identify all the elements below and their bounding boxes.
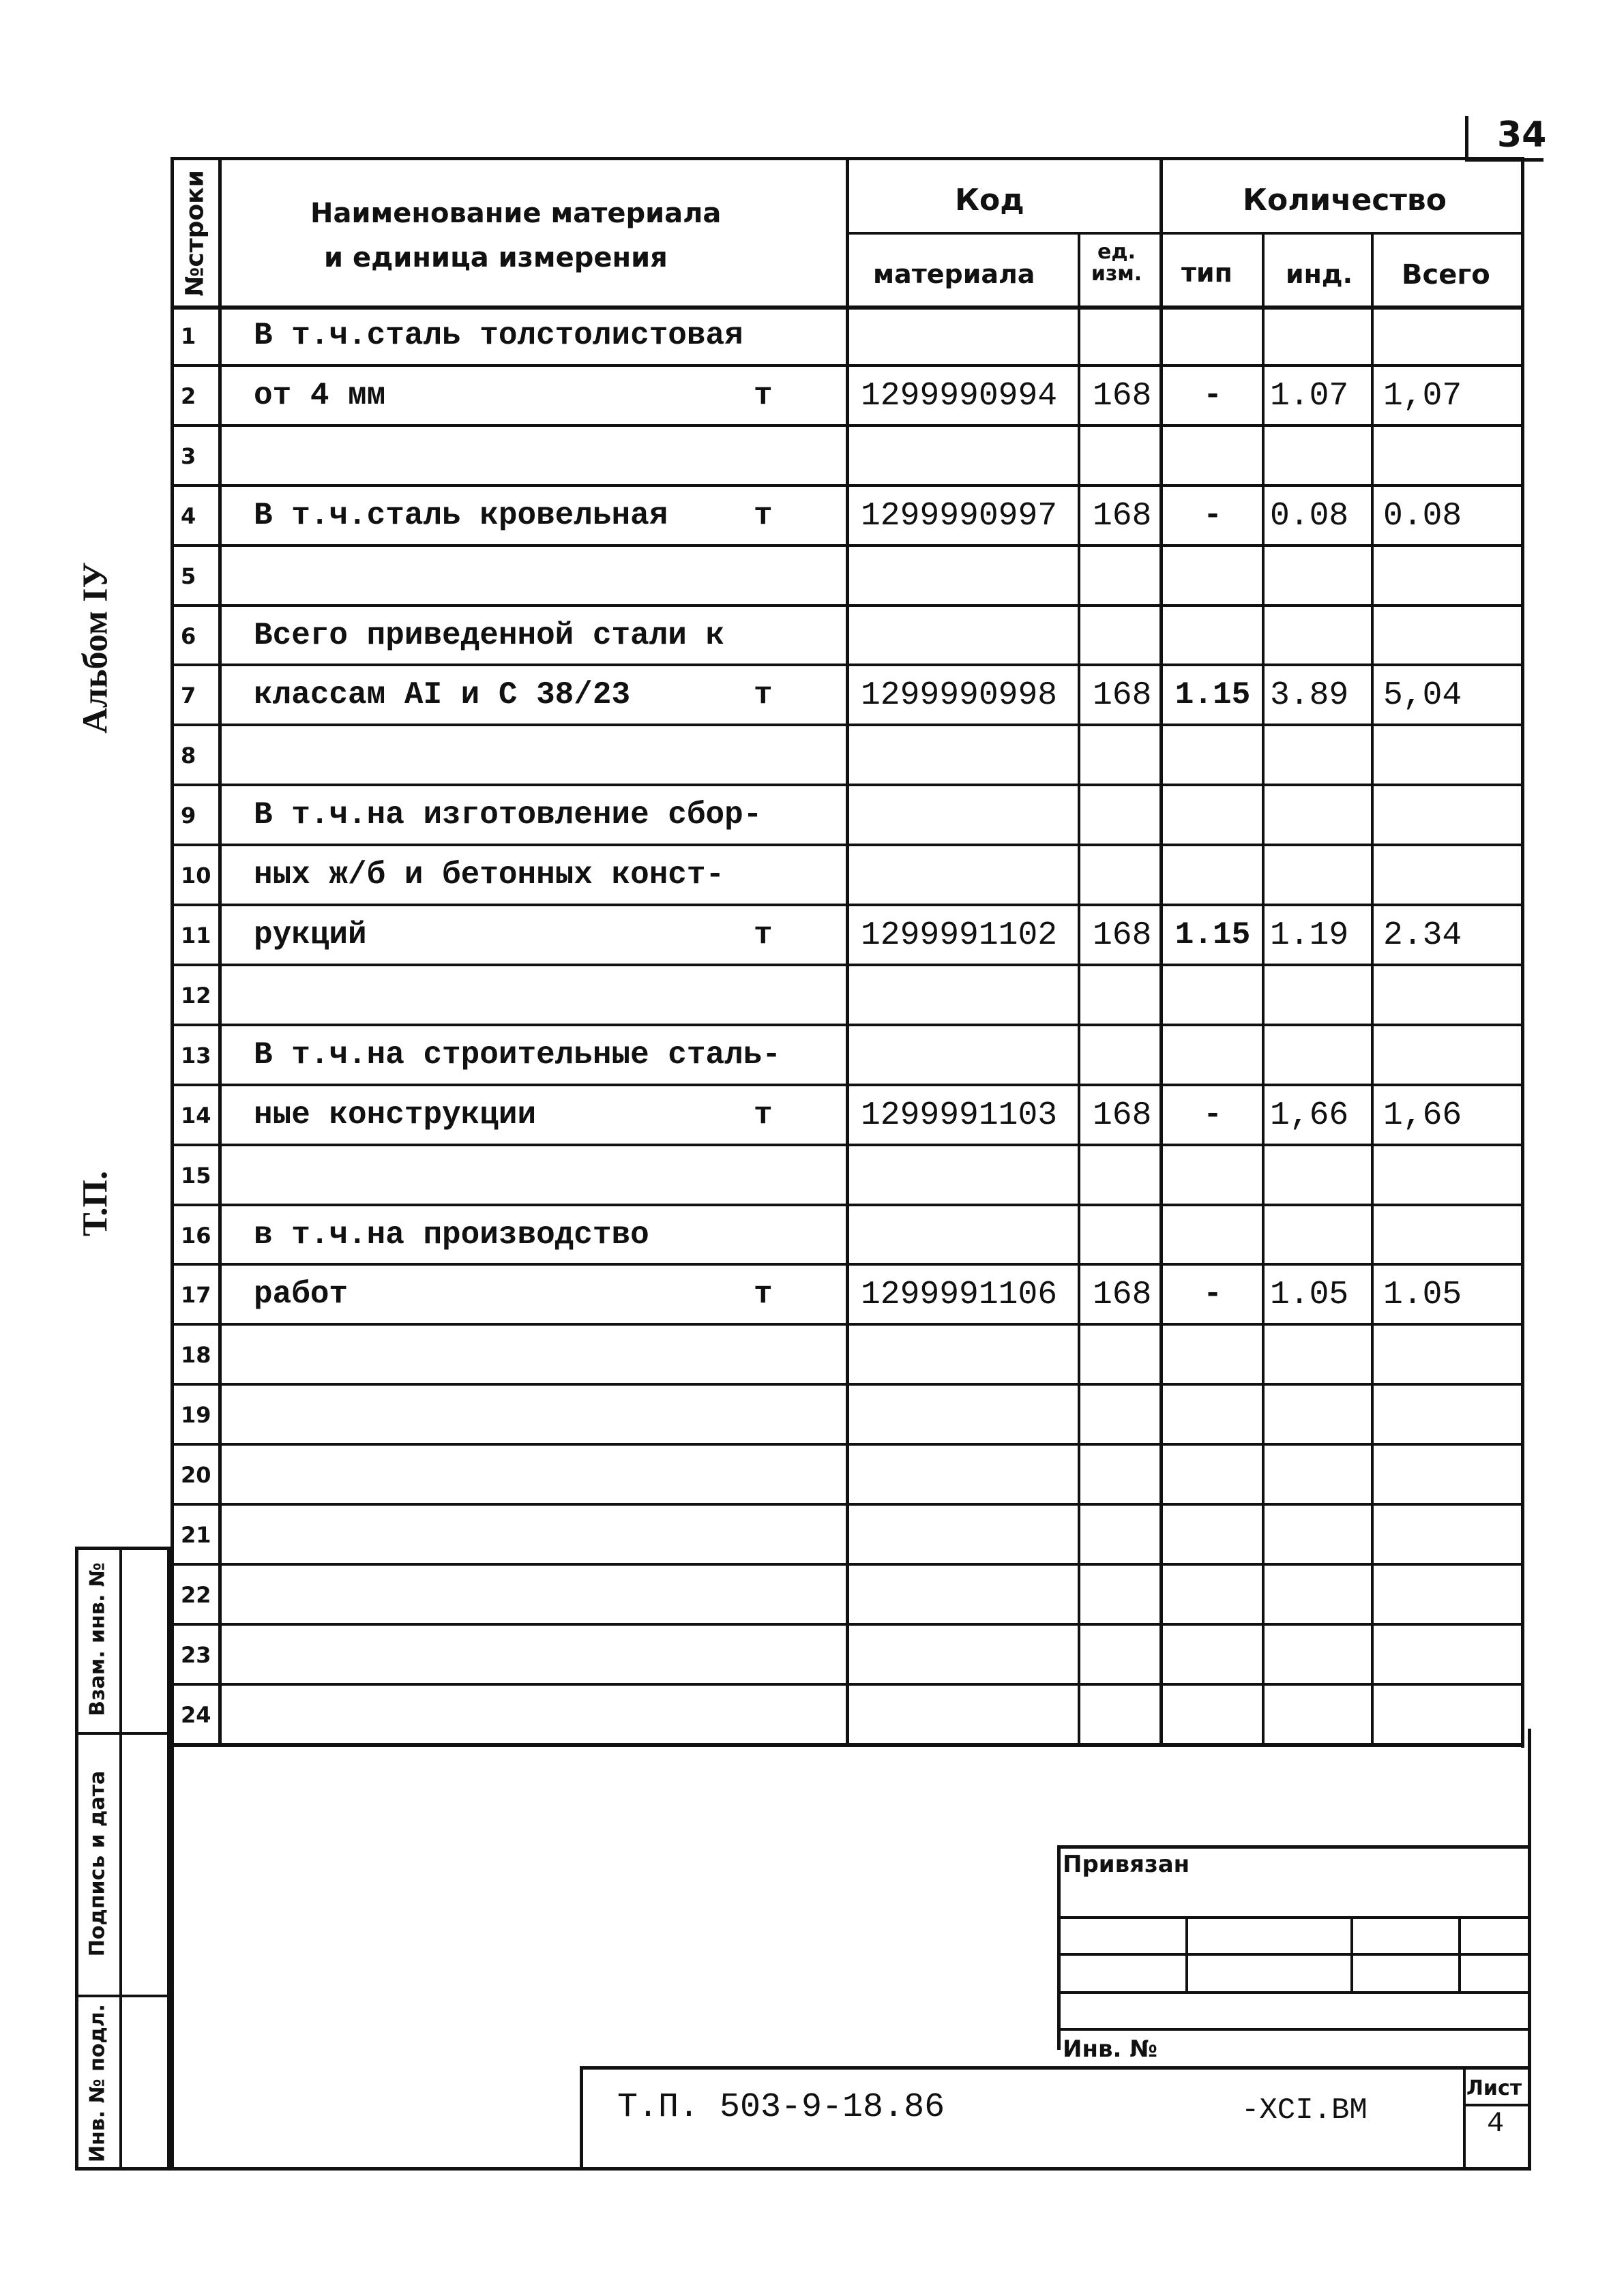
header-code-material: материала [873,259,1035,289]
material-code: 1299990998 [861,677,1058,714]
row-divider [171,1563,1521,1566]
unit-code: 168 [1093,677,1152,714]
row-divider [171,964,1521,966]
row-divider [171,1743,1521,1747]
quantity-type: - [1203,378,1222,413]
row-divider [171,1503,1521,1506]
material-code: 1299991102 [861,917,1058,954]
inv-no-label: Инв. № [1063,2036,1158,2063]
row-number: 13 [181,1043,211,1069]
col-divider-code-qty [1159,157,1163,1744]
quantity-ind: 1.05 [1270,1277,1349,1313]
col-divider-type-ind [1262,232,1265,1744]
row-divider [171,424,1521,427]
header-code-unit: ед. изм. [1091,240,1142,286]
row-divider [171,484,1521,487]
col-divider-rowno [218,157,222,1744]
row-divider [171,1024,1521,1026]
stamp-label-inv-podl: Инв. № подл. [85,2003,110,2163]
row-number: 8 [181,743,196,769]
row-number: 17 [181,1282,211,1308]
material-name: рукций [254,917,367,953]
header-code: Код [955,183,1024,218]
stamp-divider-vertical [119,1547,122,2171]
sheet-box-left [1463,2066,1466,2171]
document-code: Т.П. 503-9-18.86 [617,2088,945,2127]
row-number: 20 [181,1462,211,1488]
row-divider [171,844,1521,846]
quantity-ind: 1.07 [1270,378,1349,415]
row-number: 7 [181,683,196,709]
row-number: 14 [181,1103,211,1129]
privyazan-line-1 [1057,1916,1528,1919]
header-row-number: №строки [181,170,209,297]
row-number: 5 [181,563,196,589]
header-name-line2: и единица измерения [324,242,668,273]
unit-of-measure: т [754,498,773,533]
page-number-divider [1465,116,1468,158]
header-qty-ind: инд. [1286,259,1353,289]
row-number: 15 [181,1163,211,1189]
row-divider [171,1323,1521,1326]
row-divider [171,1204,1521,1206]
titleblock-frame-bottom [171,2167,1531,2171]
material-name: В т.ч.сталь кровельная [254,498,668,533]
row-number: 9 [181,803,196,829]
privyazan-top [1057,1845,1528,1849]
row-number: 19 [181,1402,211,1428]
page-number: 34 [1497,115,1547,155]
header-qty-total: Всего [1402,259,1490,290]
row-divider [171,544,1521,547]
privyazan-vline-1 [1185,1916,1188,1991]
quantity-total: 2.34 [1383,917,1462,954]
privyazan-left [1057,1845,1061,2050]
row-divider [171,904,1521,906]
stamp-divider-1 [75,1732,171,1735]
material-code: 1299991106 [861,1277,1058,1313]
row-number: 21 [181,1522,211,1548]
quantity-type: - [1203,498,1222,533]
row-divider [171,1144,1521,1146]
row-number: 11 [181,923,211,949]
document-suffix: -ХСI.ВМ [1241,2093,1368,2128]
material-name: Всего приведенной стали к [254,618,725,653]
material-code: 1299990994 [861,378,1058,415]
unit-code: 168 [1093,378,1152,415]
material-name: от 4 мм [254,378,386,413]
row-divider [171,1383,1521,1386]
material-name: ных ж/б и бетонных конст- [254,857,725,893]
header-qty-type: тип [1181,258,1232,288]
quantity-total: 0.08 [1383,498,1462,535]
quantity-total: 1.05 [1383,1277,1462,1313]
quantity-type: - [1203,1277,1222,1312]
row-number: 3 [181,443,196,469]
unit-code: 168 [1093,917,1152,954]
row-divider [171,1084,1521,1086]
row-divider [171,1263,1521,1266]
row-number: 16 [181,1223,211,1249]
unit-of-measure: т [754,677,773,713]
tp-label: Т.П. [76,1171,115,1236]
privyazan-line-3 [1057,1991,1528,1994]
material-name: В т.ч.на изготовление сбор- [254,797,763,833]
row-divider [171,1623,1521,1626]
row-divider [171,364,1521,367]
sheet-number: 4 [1487,2107,1505,2140]
material-name: В т.ч.на строительные сталь- [254,1037,781,1073]
row-divider [171,784,1521,786]
row-number: 1 [181,323,196,349]
privyazan-label: Привязан [1063,1851,1190,1878]
privyazan-line-4 [1057,2028,1528,2031]
material-name: классам АI и С 38/23 [254,677,631,713]
material-name: в т.ч.на производство [254,1217,649,1253]
stamp-label-podpis-data: Подпись и дата [85,1770,110,1957]
col-divider-name [846,157,849,1744]
unit-of-measure: т [754,917,773,953]
unit-code: 168 [1093,498,1152,535]
row-number: 18 [181,1342,211,1368]
row-number: 24 [181,1702,211,1728]
sheet-label: Лист [1466,2076,1522,2100]
quantity-type: - [1203,1097,1222,1133]
material-name: В т.ч.сталь толстолистовая [254,318,743,353]
quantity-type: 1.15 [1174,917,1251,953]
stamp-label-vzam-inv: Взам. инв. № [85,1562,110,1716]
privyazan-vline-3 [1458,1916,1461,1991]
sheet-box-mid [1463,2104,1531,2106]
stamp-frame-left [580,2066,583,2171]
header-name-line1: Наименование материала [310,198,722,229]
row-number: 2 [181,383,196,409]
row-number: 23 [181,1642,211,1668]
quantity-ind: 0.08 [1270,498,1349,535]
unit-code: 168 [1093,1097,1152,1134]
stamp-divider-2 [75,1995,171,1997]
unit-of-measure: т [754,1097,773,1133]
row-number: 22 [181,1582,211,1608]
unit-of-measure: т [754,1277,773,1312]
row-divider [171,664,1521,666]
table-border-left [171,157,174,1782]
table-border-right [1521,157,1524,1748]
unit-code: 168 [1093,1277,1152,1313]
quantity-ind: 1,66 [1270,1097,1349,1134]
stamp-frame-top [580,2066,1531,2070]
quantity-total: 1,66 [1383,1097,1462,1134]
privyazan-line-2 [1057,1953,1528,1956]
row-divider [171,724,1521,726]
privyazan-vline-2 [1350,1916,1353,1991]
row-number: 10 [181,863,211,889]
material-name: ные конструкции [254,1097,537,1133]
row-divider [171,604,1521,607]
header-quantity: Количество [1243,183,1447,218]
row-number: 4 [181,503,196,529]
quantity-ind: 1.19 [1270,917,1349,954]
row-number: 6 [181,623,196,649]
col-divider-ind-total [1371,232,1374,1744]
material-name: работ [254,1277,349,1312]
material-code: 1299990997 [861,498,1058,535]
album-label: Альбом IУ [76,562,115,734]
row-divider [171,1683,1521,1686]
unit-of-measure: т [754,378,773,413]
row-divider [171,1443,1521,1446]
quantity-ind: 3.89 [1270,677,1349,714]
header-divider-mid [846,232,1521,235]
material-code: 1299991103 [861,1097,1058,1134]
quantity-total: 5,04 [1383,677,1462,714]
row-number: 12 [181,983,211,1009]
titleblock-frame-left [171,1729,174,2171]
quantity-total: 1,07 [1383,378,1462,415]
quantity-type: 1.15 [1174,677,1251,713]
col-divider-code-unit [1078,232,1080,1744]
